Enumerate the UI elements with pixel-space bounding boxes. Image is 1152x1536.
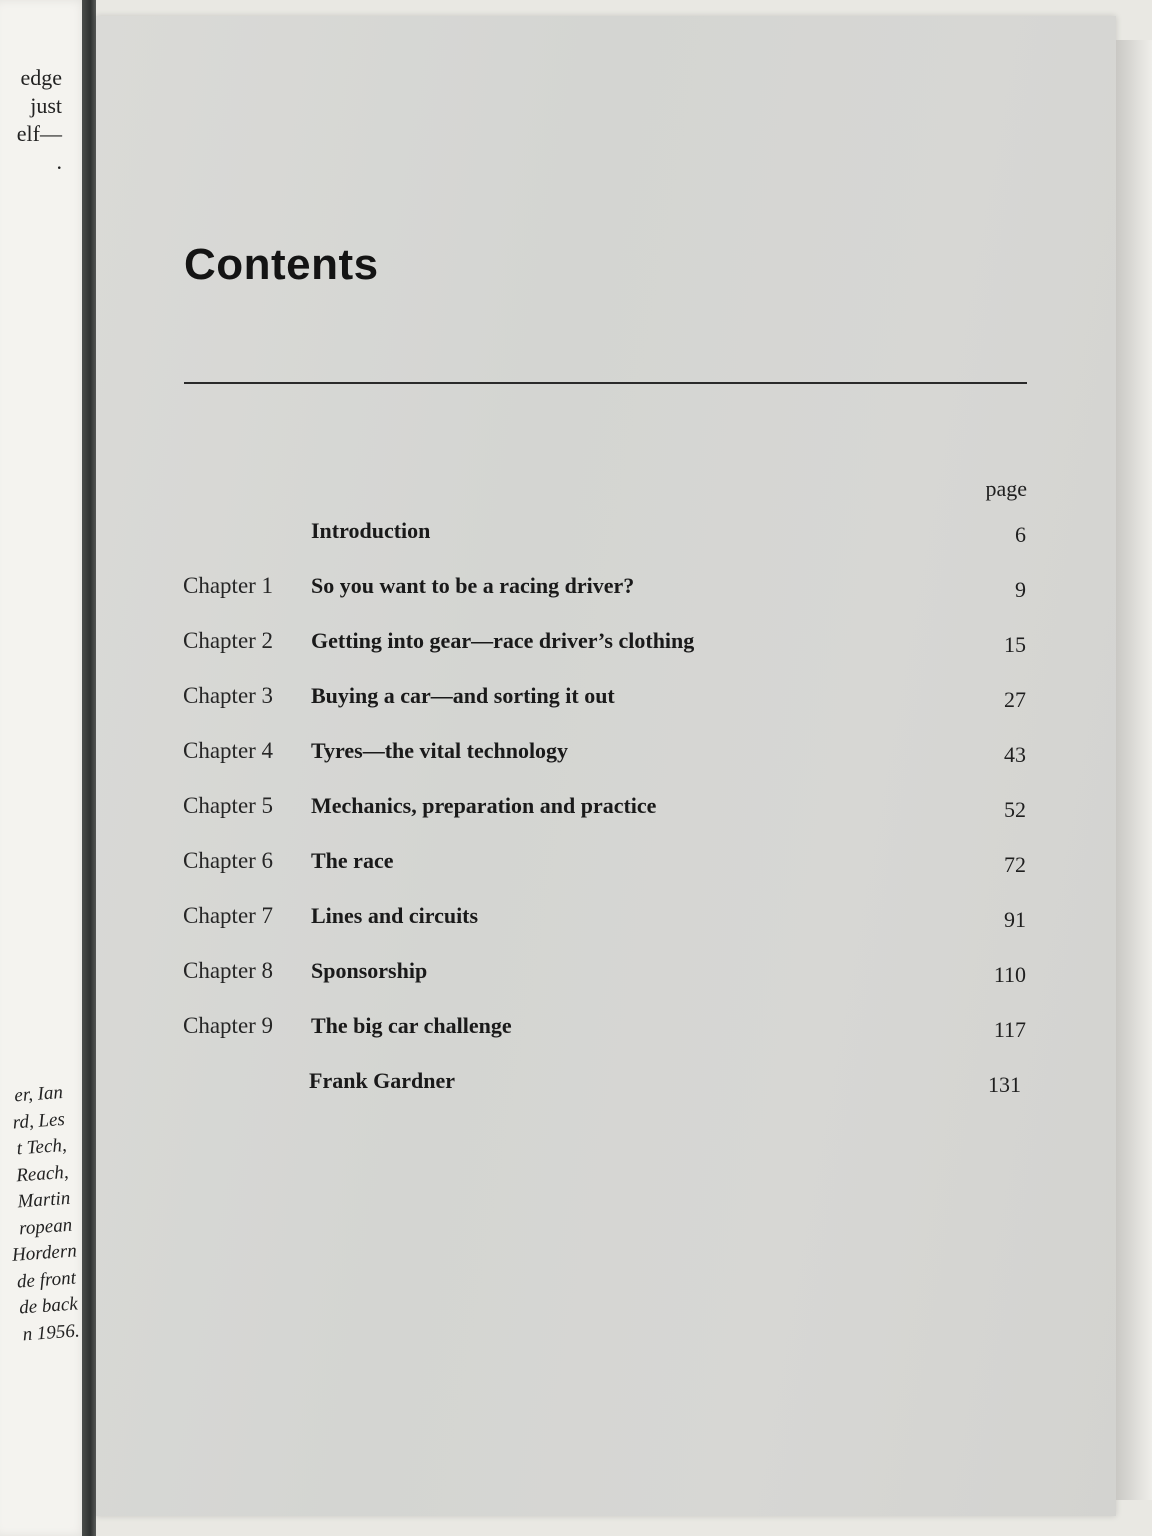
facing-page-line: er, Ian	[13, 1081, 64, 1107]
toc-entry-title: Frank Gardner	[309, 1068, 456, 1093]
toc-page-number: 43	[1004, 742, 1026, 767]
toc-page-number: 27	[1004, 687, 1026, 712]
toc-entry	[0, 573, 1152, 607]
toc-chapter-label: Chapter 9	[183, 1013, 274, 1038]
toc-entry-title: The big car challenge	[311, 1013, 512, 1038]
toc-entry-title: Sponsorship	[311, 958, 428, 983]
toc-entry	[0, 958, 1152, 992]
toc-page-number: 131	[988, 1072, 1021, 1097]
toc-chapter-label: Chapter 7	[183, 903, 274, 928]
toc-chapter-label: Chapter 5	[183, 793, 274, 818]
toc-entry	[0, 683, 1152, 717]
toc-entry	[0, 1013, 1152, 1047]
facing-page-bottom-text	[0, 1080, 80, 1349]
facing-page-line: elf—	[16, 121, 62, 146]
facing-page-line: .	[56, 149, 62, 174]
toc-entry	[0, 628, 1152, 662]
title-rule	[184, 382, 1027, 384]
facing-page-line: edge	[20, 65, 62, 90]
toc-entry	[0, 848, 1152, 882]
facing-page-line: n 1956.	[21, 1319, 81, 1345]
toc-entry-title: The race	[311, 848, 394, 873]
toc-chapter-label: Chapter 2	[183, 628, 274, 653]
toc-entry-title: Getting into gear—race driver’s clothing	[311, 628, 695, 653]
toc-entry	[0, 738, 1152, 772]
toc-page-number: 9	[1015, 577, 1026, 602]
facing-page-line: ropean	[18, 1214, 73, 1239]
toc-chapter-label: Chapter 6	[183, 848, 274, 873]
toc-entry	[0, 1068, 1152, 1102]
facing-page-line: de front	[16, 1267, 77, 1293]
toc-chapter-label: Chapter 8	[183, 958, 274, 983]
toc-entry-title: Tyres—the vital technology	[311, 738, 569, 763]
toc-page-number: 110	[993, 962, 1026, 987]
toc-page-number: 72	[1004, 852, 1026, 877]
toc-page-number: 117	[993, 1017, 1026, 1042]
facing-page-line: Martin	[16, 1187, 71, 1213]
page-title: Contents	[184, 240, 379, 289]
toc-chapter-label: Chapter 4	[183, 738, 274, 763]
toc-page-number: 6	[1015, 522, 1026, 547]
toc-entry-title: So you want to be a racing driver?	[311, 573, 635, 598]
facing-page-line: rd, Les	[12, 1108, 66, 1134]
facing-page-line: de back	[18, 1293, 79, 1319]
toc-entry	[0, 793, 1152, 827]
toc-page-number: 52	[1004, 797, 1026, 822]
toc-entry	[0, 518, 1152, 552]
facing-page-line: Hordern	[11, 1240, 78, 1266]
facing-page-line: just	[30, 93, 62, 118]
toc-chapter-label: Chapter 1	[183, 573, 274, 598]
toc-entry	[0, 903, 1152, 937]
toc-page-number: 91	[1004, 907, 1026, 932]
toc-entry-title: Buying a car—and sorting it out	[311, 683, 615, 708]
toc-entry-title: Lines and circuits	[311, 903, 479, 928]
toc-page-number: 15	[1004, 632, 1026, 657]
facing-page-line: t Tech,	[15, 1134, 68, 1160]
toc-entry-title: Introduction	[311, 518, 431, 543]
toc-chapter-label: Chapter 3	[183, 683, 274, 708]
facing-page-top-text	[0, 64, 62, 176]
page-column-header: page	[985, 476, 1027, 501]
facing-page-line: Reach,	[15, 1161, 70, 1186]
toc-entry-title: Mechanics, preparation and practice	[311, 793, 657, 818]
